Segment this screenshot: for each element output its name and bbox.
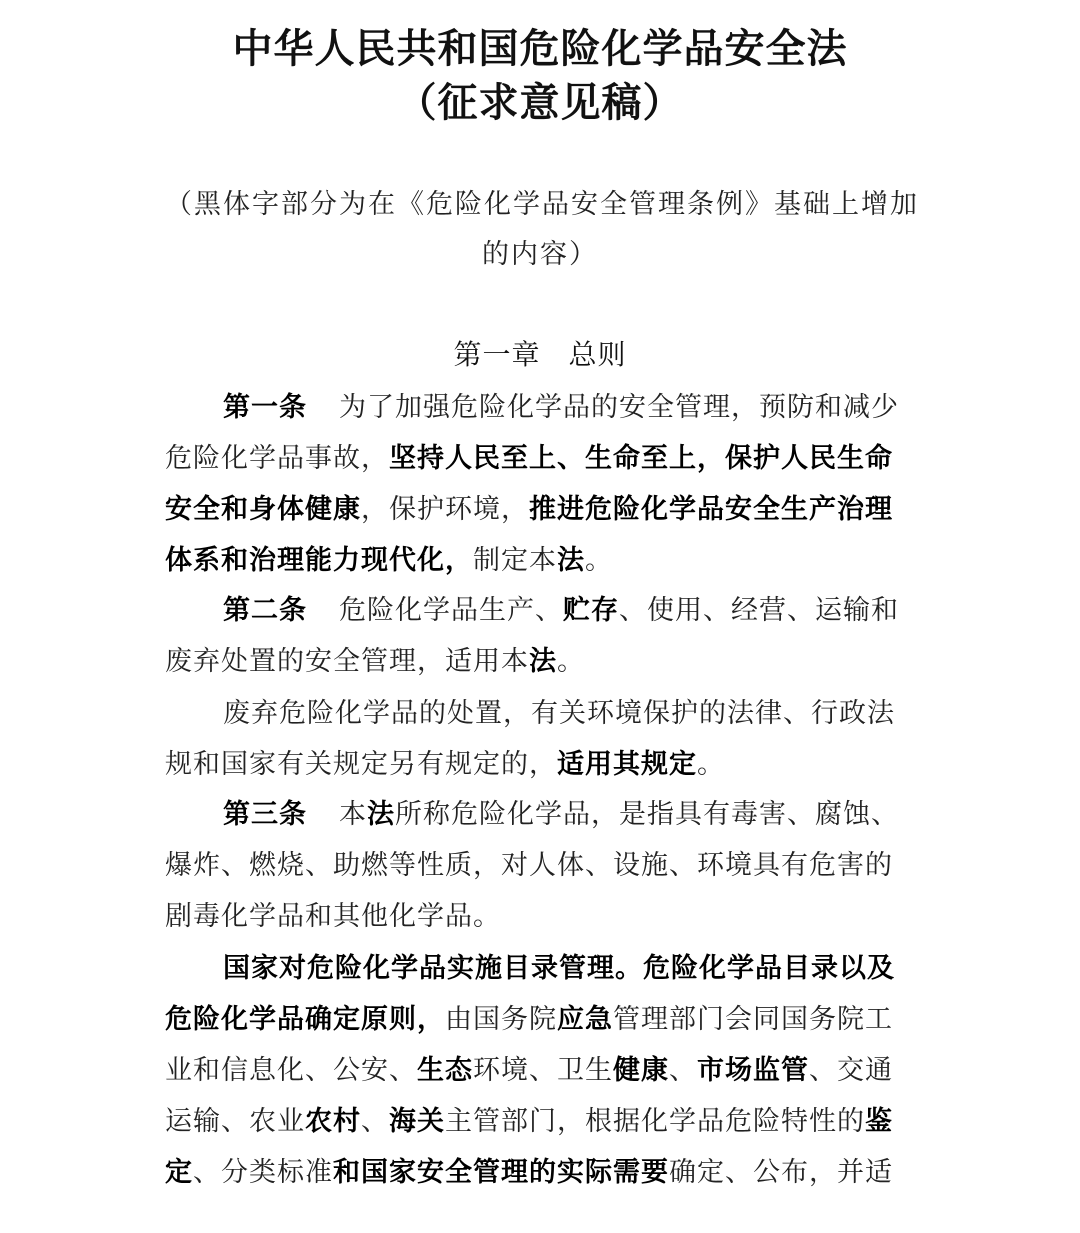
paragraph-line xyxy=(165,1147,925,1198)
chapter-heading xyxy=(0,330,1080,380)
text-run: 主管部门，根据化学品危险特性的 xyxy=(445,1106,865,1137)
text-run: 危险化学品事故， xyxy=(165,443,389,474)
text-run: 为了加强危险化学品的安全管理，预防和减少 xyxy=(339,392,899,423)
text-run: 、 xyxy=(669,1055,697,1086)
text-run: 本 xyxy=(339,799,367,830)
text-run: 运输、农业 xyxy=(165,1106,305,1137)
paragraph-line xyxy=(165,1045,925,1096)
text-run: 、 xyxy=(361,1106,389,1137)
bold-text-run: 健康 xyxy=(613,1055,669,1086)
bold-text-run: 坚持人民至上、生命至上，保护人民生命 xyxy=(389,443,893,474)
bold-text-run: 适用其规定 xyxy=(557,749,697,780)
paragraph-line xyxy=(165,535,925,586)
article-2 xyxy=(165,585,925,687)
article-label: 第一条 xyxy=(223,392,307,423)
text-run: 废弃处置的安全管理，适用本 xyxy=(165,646,529,677)
paragraph-line xyxy=(165,1096,925,1147)
chapter-number: 第一章 xyxy=(453,338,541,371)
text-run: 所称危险化学品，是指具有毒害、腐蚀、 xyxy=(395,799,899,830)
article-3 xyxy=(165,789,925,942)
text-run: 。 xyxy=(697,749,725,780)
text-run: 。 xyxy=(557,646,585,677)
paragraph-line xyxy=(165,585,925,636)
bold-text-run: 鉴 xyxy=(865,1106,893,1137)
editorial-note-line-1: （黑体字部分为在《危险化学品安全管理条例》基础上增加 xyxy=(165,189,919,220)
paragraph-line xyxy=(165,789,925,840)
text-run: 爆炸、燃烧、助燃等性质，对人体、设施、环境具有危害的 xyxy=(165,850,893,881)
text-run: 由国务院 xyxy=(445,1004,557,1035)
bold-text-run: 危险化学品确定原则， xyxy=(165,1004,445,1035)
bold-text-run: 法 xyxy=(529,646,557,677)
text-run: 剧毒化学品和其他化学品。 xyxy=(165,901,501,932)
bold-text-run: 海关 xyxy=(389,1106,445,1137)
text-run: 管理部门会同国务院工 xyxy=(613,1004,893,1035)
paragraph-line xyxy=(165,943,925,994)
chapter-name: 总则 xyxy=(568,338,627,371)
document-subtitle: （征求意见稿） xyxy=(396,79,684,126)
paragraph-line xyxy=(165,840,925,891)
article-3-paragraph-2 xyxy=(165,943,925,1198)
bold-text-run: 和国家安全管理的实际需要 xyxy=(333,1157,669,1188)
bold-text-run: 定 xyxy=(165,1157,193,1188)
paragraph-line xyxy=(165,382,925,433)
bold-text-run: 安全和身体健康 xyxy=(165,494,361,525)
bold-text-run: 贮存 xyxy=(563,595,619,626)
text-run: 。 xyxy=(585,545,613,576)
bold-text-run: 体系和治理能力现代化， xyxy=(165,545,473,576)
bold-text-run: 法 xyxy=(367,799,395,830)
article-label: 第二条 xyxy=(223,595,307,626)
bold-text-run: 市场监管 xyxy=(697,1055,809,1086)
paragraph-line xyxy=(165,484,925,535)
article-label: 第三条 xyxy=(223,799,307,830)
bold-text-run: 应急 xyxy=(557,1004,613,1035)
text-run: 环境、卫生 xyxy=(473,1055,613,1086)
bold-text-run: 推进危险化学品安全生产治理 xyxy=(529,494,893,525)
bold-text-run: 农村 xyxy=(305,1106,361,1137)
paragraph-line xyxy=(165,739,925,790)
text-run: 规和国家有关规定另有规定的， xyxy=(165,749,557,780)
text-run: 危险化学品生产、 xyxy=(339,595,563,626)
text-run: 业和信息化、公安、 xyxy=(165,1055,417,1086)
text-run: 、分类标准 xyxy=(193,1157,333,1188)
paragraph-line xyxy=(165,891,925,942)
paragraph-line xyxy=(165,433,925,484)
bold-text-run: 法 xyxy=(557,545,585,576)
bold-text-run: 生态 xyxy=(417,1055,473,1086)
document-title: 中华人民共和国危险化学品安全法 xyxy=(232,25,848,72)
text-run: 、使用、经营、运输和 xyxy=(619,595,899,626)
article-1 xyxy=(165,382,925,586)
editorial-note-line-2: 的内容） xyxy=(482,239,598,270)
paragraph-line xyxy=(165,994,925,1045)
paragraph-line xyxy=(165,688,925,739)
text-run: 确定、公布，并适 xyxy=(669,1157,893,1188)
text-run: ，保护环境， xyxy=(361,494,529,525)
text-run: 制定本 xyxy=(473,545,557,576)
bold-text-run: 国家对危险化学品实施目录管理。危险化学品目录以及 xyxy=(223,953,895,984)
text-run: 、交通 xyxy=(809,1055,893,1086)
paragraph-line xyxy=(165,636,925,687)
text-run: 废弃危险化学品的处置，有关环境保护的法律、行政法 xyxy=(223,698,895,729)
article-2-paragraph-2 xyxy=(165,688,925,790)
